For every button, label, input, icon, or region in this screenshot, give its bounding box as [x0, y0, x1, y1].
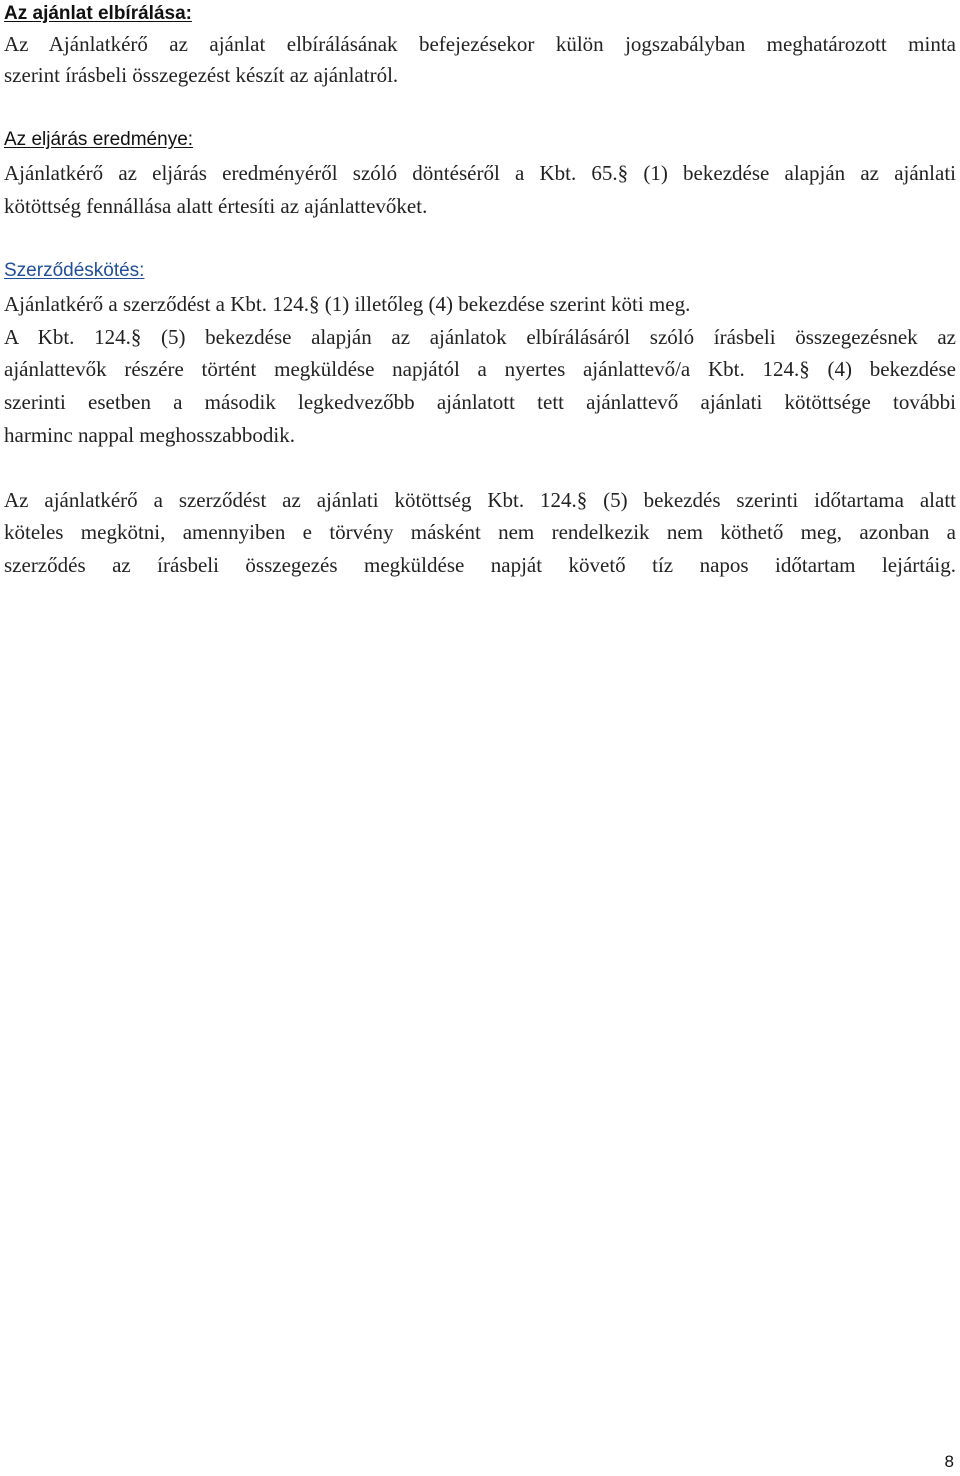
section-heading-eljaras-eredmenye: Az eljárás eredménye: — [4, 129, 194, 150]
paragraph-line: szerződés az írásbeli összegezés megküldése napját követő tíz napos időtartam lejártáig. — [4, 553, 956, 577]
page-number: 8 — [944, 1452, 954, 1471]
paragraph-line: köteles megkötni, amennyiben e törvény másként nem rendelkezik nem köthető meg, azonban a — [4, 520, 956, 544]
paragraph-line: Az Ajánlatkérő az ajánlat elbírálásának befejezésekor külön jogszabályban meghatározott minta — [4, 32, 956, 56]
paragraph-line: Ajánlatkérő az eljárás eredményéről szóló döntéséről a Kbt. 65.§ (1) bekezdése alapján az ajánlati — [4, 161, 956, 185]
paragraph-line: ajánlattevők részére történt megküldése napjától a nyertes ajánlattevő/a Kbt. 124.§ (4) bekezdése — [4, 357, 956, 381]
paragraph-line: szerint írásbeli összegezést készít az ajánlatról. — [4, 63, 399, 87]
paragraph-line: szerinti esetben a második legkedvezőbb ajánlatott tett ajánlattevő ajánlati kötöttsége további — [4, 390, 956, 414]
paragraph-line: harminc nappal meghosszabbodik. — [4, 423, 296, 447]
paragraph-line: Az ajánlatkérő a szerződést az ajánlati kötöttség Kbt. 124.§ (5) bekezdés szerinti időtartama alatt — [4, 488, 956, 512]
section-heading-szerzodeskotes: Szerződéskötés: — [4, 260, 145, 281]
paragraph-line: A Kbt. 124.§ (5) bekezdése alapján az ajánlatok elbírálásáról szóló írásbeli összegezésnek az — [4, 325, 956, 349]
paragraph-line: kötöttség fennállása alatt értesíti az ajánlattevőket. — [4, 194, 428, 218]
paragraph-line: Ajánlatkérő a szerződést a Kbt. 124.§ (1) illetőleg (4) bekezdése szerint köti meg. — [4, 292, 691, 316]
section-heading-ajanlat-elbiralasa: Az ajánlat elbírálása: — [4, 3, 192, 24]
